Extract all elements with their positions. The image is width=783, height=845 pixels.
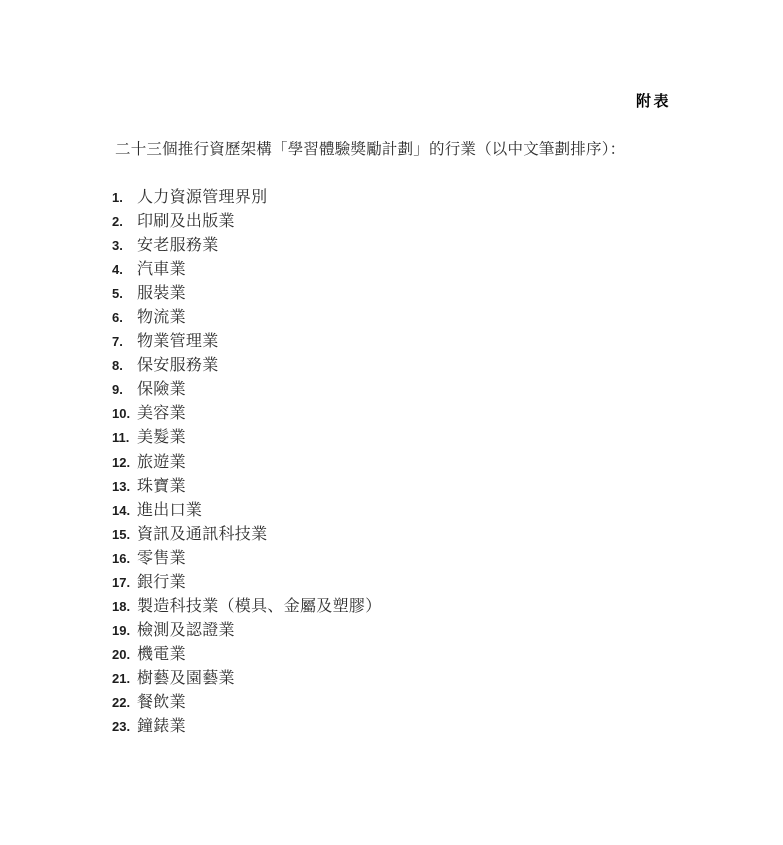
- list-item-label: 銀行業: [137, 573, 186, 591]
- list-item: [112, 691, 382, 715]
- list-item: [112, 715, 382, 739]
- list-item-number: 10.: [112, 406, 131, 422]
- industry-list: [112, 186, 382, 739]
- list-item-number: 18.: [112, 598, 131, 614]
- list-item: [112, 595, 382, 619]
- list-item: [112, 186, 382, 210]
- list-item: [112, 402, 382, 426]
- list-item-label: 物業管理業: [137, 333, 219, 351]
- list-item-label: 製造科技業（模具、金屬及塑膠）: [137, 597, 382, 615]
- list-item-number: 2.: [112, 214, 123, 230]
- list-item-label: 汽車業: [137, 261, 186, 279]
- list-item-label: 樹藝及園藝業: [137, 669, 235, 687]
- list-item-label: 保安服務業: [137, 357, 219, 375]
- list-item: [112, 210, 382, 234]
- list-item-number: 3.: [112, 238, 123, 254]
- list-item-number: 22.: [112, 694, 131, 710]
- list-item-label: 印刷及出版業: [137, 213, 235, 231]
- list-item: [112, 306, 382, 330]
- list-item: [112, 354, 382, 378]
- list-item: [112, 234, 382, 258]
- list-item-number: 23.: [112, 719, 131, 735]
- list-item-number: 7.: [112, 334, 123, 350]
- list-item-label: 珠寶業: [137, 477, 186, 495]
- annex-corner-label: 附表: [635, 94, 671, 110]
- list-item-number: 11.: [112, 430, 130, 446]
- list-item-number: 1.: [112, 190, 123, 205]
- list-item-label: 檢測及認證業: [137, 621, 235, 639]
- list-item: [112, 451, 382, 475]
- list-item-number: 15.: [112, 526, 131, 542]
- list-item-number: 9.: [112, 382, 123, 398]
- list-item-number: 16.: [112, 550, 131, 566]
- list-item-number: 8.: [112, 358, 123, 374]
- list-item-number: 6.: [112, 310, 123, 326]
- list-item-label: 服裝業: [137, 285, 186, 303]
- document-heading: 二十三個推行資歷架構「學習體驗獎勵計劃」的行業（以中文筆劃排序）：: [115, 141, 626, 158]
- list-item-label: 進出口業: [137, 501, 203, 519]
- list-item-number: 12.: [112, 454, 131, 470]
- list-item-number: 13.: [112, 478, 131, 494]
- list-item-label: 資訊及通訊科技業: [137, 525, 268, 543]
- list-item: [112, 643, 382, 667]
- list-item: [112, 258, 382, 282]
- list-item-label: 機電業: [137, 645, 186, 663]
- list-item-number: 17.: [112, 574, 131, 590]
- list-item: [112, 667, 382, 691]
- list-item-number: 14.: [112, 502, 131, 518]
- list-item-number: 20.: [112, 646, 131, 662]
- list-item-label: 美髮業: [137, 429, 186, 447]
- list-item-label: 物流業: [137, 309, 186, 327]
- list-item: [112, 282, 382, 306]
- list-item: [112, 475, 382, 499]
- list-item-label: 零售業: [137, 549, 186, 567]
- list-item: [112, 523, 382, 547]
- list-item-label: 鐘錶業: [137, 718, 186, 736]
- list-item-label: 旅遊業: [137, 453, 186, 471]
- list-item-label: 人力資源管理界別: [137, 189, 268, 206]
- list-item: [112, 619, 382, 643]
- list-item-number: 21.: [112, 670, 131, 686]
- list-item-number: 5.: [112, 286, 123, 302]
- list-item-label: 餐飲業: [137, 693, 186, 711]
- list-item-number: 19.: [112, 622, 131, 638]
- list-item: [112, 426, 382, 450]
- list-item-label: 保險業: [137, 381, 186, 399]
- list-item-label: 美容業: [137, 405, 186, 423]
- list-item: [112, 571, 382, 595]
- list-item: [112, 378, 382, 402]
- list-item: [112, 499, 382, 523]
- list-item: [112, 330, 382, 354]
- list-item: [112, 547, 382, 571]
- list-item-number: 4.: [112, 262, 123, 278]
- list-item-label: 安老服務業: [137, 237, 219, 255]
